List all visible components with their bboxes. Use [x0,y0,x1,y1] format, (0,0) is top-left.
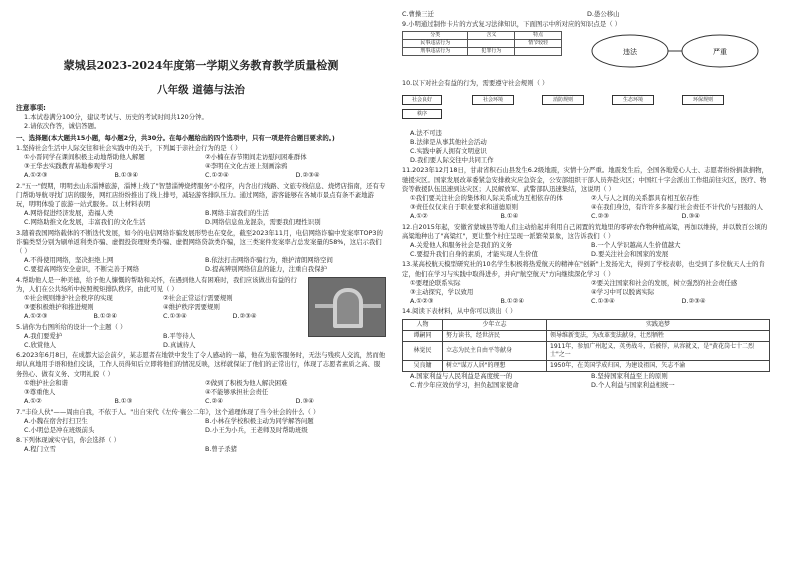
option: C.实践中新人拥有文明意识 [410,147,487,156]
question-stem: 11.2023年12月18日，甘肃省积石山县发生6.2级地震，灾情十分严重。地震发生后，全国各地爱心人士、志愿者纷纷捐款捐物，驰援灾区。国家发展改革委紧急安排救灾应急资金，公安部组织干部人员奔赴灾区；中国红十字会派出工作组前往灾区，医疗、物资等救援队伍迅速到达灾区；人民解放军、武警部队迅速集结，这说明（ ） [402,166,768,193]
option: A.程门立雪 [24,445,56,454]
option: B.①④ [500,212,519,221]
option: D.②③④ [232,312,257,321]
question-stem: 13.某高校航天模型研究社的10名学生积极将热爱航天的精神在"创新"上发扬光大，得到了学校表彰，也受到了多位航天人士的肯定，他们在学习与实践中取得进步，并向"航空航天"方向继续深化学习（ ） [402,260,765,278]
option: D.②③④ [681,297,706,306]
statement: ①我们要关注社会的集体和人际关系成为互相依存的体 [410,194,563,203]
option: C.小明总是冲在班级前头 [24,425,95,434]
option: B.法律是从事其他社会活动 [410,137,487,146]
table-header: 人物 [403,319,443,330]
question-4 [16,276,302,322]
option-list [16,256,386,274]
law-card-table [402,31,562,56]
question-9 [402,20,772,75]
table-header: 实践追梦 [547,319,770,330]
table-header: 少年立志 [443,319,547,330]
table-cell: 刑事违法行为 [403,48,468,56]
option: A.关爱他人和服务社会是我们的义务 [410,241,513,250]
option: C.②④ [205,397,223,406]
statement: ④在我们身边，有许许多多履行社会责任不计代价与回报的人 [591,203,763,212]
question-stem: 3.随着我国网络载体的不断迭代发展，如今的电信网络诈骗发展形势也在变化，截至2023年11月，电信网络诈骗中发案率TOP3的诈骗类型分别为刷单返利类诈骗、虚假投资理财类诈骗、虚假网络贷款类诈骗，这三类案件发案率占总发案量的58%，这启示我们（ ） [16,228,383,256]
table-cell: 犯罪行为 [468,48,515,56]
law-card-diagram [402,31,772,75]
option-list [16,397,386,406]
statement: ④不能够承担社会责任 [205,388,269,397]
option: C.要提高网络安全意识，不断完善于网络 [24,265,140,274]
option-list [402,10,772,19]
question-1 [16,144,386,181]
statement-list [402,194,772,212]
option: D.小王为小兵，王老师及时帮助班级 [205,425,308,434]
question-8 [16,436,386,454]
exam-photo-image [308,277,386,337]
question-12 [402,223,772,260]
exam-subtitle: 八年级 道德与法治 [157,84,245,96]
question-5 [16,323,302,351]
statement: ②人与人之间的关系都具有相互依存性 [591,194,699,203]
option: A.①②③ [24,312,48,321]
option: B.平等待人 [163,331,195,340]
statement: ③王华去实践教育基地参观学习 [24,162,113,171]
question-stem: 2."五一"假期，明明去山东淄博旅游，淄博上线了"智慧淄博烧烤服务"小程序，内含出行线路、文旅专线信息、烧烤店指南，还有专门帮助导航寻找门店的服务，网红店纷纷推出了线上排号，减轻游客排队压力。通过网络，游客能够在各城市景点有条不紊地游玩，明明体验了旅游一站式服务。以上材料表明 [16,181,386,209]
note-item: 1.本试卷满分100分，建议考试与、历史的考试时间共120分钟。 [24,113,208,122]
question-13 [402,260,772,306]
statement: ②小楠在春节期间走访慰问困难群体 [205,153,307,162]
scheme-label: 严重 [713,48,727,57]
option: B.曾子杀猪 [205,445,237,454]
option: A.①②③ [24,171,48,180]
table-cell: 分类 [403,32,468,40]
statement: ②做到了积极为他人解决困难 [205,378,288,387]
statement: ②要关注国家和社会的发展，树立强烈的社会责任感 [591,278,738,287]
option-list [16,312,302,321]
option: D.要关注社会和国家的发展 [591,250,669,259]
notes-heading: 注意事项: [16,104,46,112]
statement: ④学习中可以脱离实际 [591,288,655,297]
statement-list [402,279,772,297]
option: A.网络促进经济发展，造福人类 [24,209,114,218]
option-list [16,171,386,180]
option-list [402,129,772,166]
table-cell: 情节较轻 [515,40,562,48]
exam-title: 蒙城县2023-2024年度第一学期义务教育教学质量检测 [63,59,339,72]
option: C.②③ [591,212,609,221]
option: B.①②④ [93,312,118,321]
table-cell: 特点 [515,32,562,40]
table-cell: 民事违法行为 [403,40,468,48]
option: B.依法打击网络诈骗行为，维护清朗网络空间 [205,256,333,265]
statement: ③要积极维护和推进规则 [24,303,94,312]
table-cell: 谭嗣同 [403,330,443,341]
statement: ④维护秩序需要规则 [163,303,220,312]
section-heading: 一、选择题(本大题共15小题，每小题2分，共30分。在每小题给出的四个选项中，只有一项是符合题目要求的。) [16,133,335,142]
statement-list [16,294,302,312]
question-stem: 7."丰俭人伙"——周由自我，不依于人。"出自宋代《左传·襄公二年》，这个道理体现了当今社会的什么（ ） [16,407,320,416]
table-cell [515,48,562,56]
statement: ①小晋同学在课间积极主动地帮助他人解题 [24,153,145,162]
table-cell: 1911年，参加广州起义，英勇战斗，后被俘，从容就义，是"黄花岗七十二烈士"之一 [547,341,770,360]
option-list [16,417,386,435]
statement: ①维护社会和谐 [24,378,69,387]
option: D.网络信息鱼龙混杂，需要我们理性识别 [205,218,321,227]
table-cell: 1950年，在美国学成归国，为建设祖国，矢志不渝 [547,360,770,371]
table-row [403,341,770,360]
question-14 [402,307,772,390]
rules-flow-diagram [402,91,772,127]
table-cell: 含义 [468,32,515,40]
question-stem: 12.自2015年起，安徽省蒙城县等地人们主动拾起并利用自己闲置的荒地里的零碎农作物种植高粱，再加以维持，并以数百公顷的高粱地种出了"高粱红"，更让整个村庄呈现一派繁荣景象，这告诉我们（ ） [402,222,768,240]
question-11 [402,166,772,221]
option: C.欣赏他人 [24,341,57,350]
statement-list [16,153,386,171]
option: C.①③④ [163,312,187,321]
option: A.①② [24,397,42,406]
table-cell: 树立"谋万人居"的理想 [443,360,547,371]
option: C.网络助推文化发展，丰富我们的文化生活 [24,218,146,227]
option-list [402,372,772,390]
statement: ③责任仅仅来自于职业要求和道德原则 [410,203,518,212]
option: A.国家利益与人民利益是高度统一的 [410,371,513,380]
option-list [402,212,772,221]
table-cell: 领导维新变法，为改革变法献身，壮烈牺牲 [547,330,770,341]
statement: ③主动探究，学以致用 [410,288,474,297]
history-figures-table [402,319,770,372]
option: C.青少年应效仿学习，担负起国家使命 [410,380,519,389]
statement: ①要理论联系实际 [410,278,461,287]
option: B.①②④ [500,297,525,306]
right-column [402,10,772,390]
table-cell [468,40,515,48]
option-list [16,445,386,454]
statement-list [16,379,386,397]
option: D.愚公移山 [587,10,620,18]
option: B.①③④ [114,171,139,180]
option: C.曹操三迁 [402,10,435,18]
option: D.②③④ [295,171,320,180]
question-10 [402,79,772,126]
question-stem: 4.帮助他人是一种美德，给予他人慷慨的帮助和关怀，在遇到他人有困难时，我们应该做出有益的行为，人们在公共场所中按照规矩排队秩序，由此可见（ ） [16,275,297,293]
question-6 [16,351,386,406]
option: B.一个人学识越高人生价值越大 [591,241,681,250]
option: A.小魏在宿舍打扫卫生 [24,416,88,425]
flow-box: 社会良好 [402,95,442,105]
question-4-5-block [16,275,386,351]
question-3 [16,229,386,275]
option: B.小林在学校积极主动为同学解答问题 [205,416,314,425]
option: C.①③④ [591,297,615,306]
option: A.法不可违 [410,128,442,137]
flow-box: 生态环境 [612,95,654,105]
flow-box: 秩序 [402,109,442,119]
table-cell: 努力读书，经世济民 [443,330,547,341]
left-column [16,10,386,455]
option: A.①② [410,212,428,221]
statement: ④李明在文化古迹上刻画涂鸦 [205,162,288,171]
option-list [16,332,302,350]
question-10-options [402,129,772,166]
option: C.①②④ [205,171,229,180]
table-cell: 吴良镛 [403,360,443,371]
option: A.①②③ [410,297,434,306]
question-stem: 5.请你为右图所给的设计一个主题（ ） [16,322,127,331]
option: B.①③ [114,397,133,406]
option: A.不得使用网络，坚决拒绝上网 [24,256,114,265]
option-list [402,241,772,259]
option: D.提高辨别网络信息的能力，注重自我保护 [205,265,327,274]
question-stem: 10.以下对社会有益的行为，需要遵守社会规则（ ） [402,79,549,88]
option: D.个人利益与国家利益相统一 [591,380,675,389]
question-stem: 6.2023年6月8日，在成都大运会前夕，某志愿者在地铁中发生了令人感动的一幕，他在为旅客服务时，无法与残疾人交流，然而他却认真地用手语和他们交谈，工作人员得知后立即将他们的情况反映，这样就保证了他们的正常出行，体现了志愿者素质之高、服务热心、做有义务、文明礼貌（ ） [16,351,386,378]
note-item: 2.请依次作答，诚信答题。 [24,122,101,131]
question-7 [16,408,386,436]
question-2 [16,182,386,228]
table-row [403,330,770,341]
flow-box: 消防规则 [542,95,584,105]
question-stem: 14.阅读下表材料，从中你可以读出（ ） [402,307,517,316]
table-row [403,360,770,371]
statement: ③尊重他人 [24,388,56,397]
scheme-label: 违法 [623,48,637,57]
option-list [16,209,386,227]
table-cell: 立志为民主自由平等献身 [443,341,547,360]
option: B.网络丰富我们的生活 [205,209,269,218]
question-stem: 1.坚持社会生活中人际交往和社会实践中的关于，下列属于亲社会行为的是（ ） [16,143,242,152]
option: D.我们要人际交往中共同工作 [410,156,494,165]
question-stem: 9.小明通过制作卡片的方式复习法律知识，下面图示中所对应的知识点是（ ） [402,20,622,29]
table-cell: 林觉民 [403,341,443,360]
statement: ①社会规则维护社会秩序的实现 [24,294,113,303]
option: D.③④ [681,212,700,221]
option: C.要提升我们自身的素质，才能实现人生价值 [410,250,538,259]
flow-box: 社会环境 [472,95,514,105]
flow-box: 环保规则 [682,95,724,105]
question-stem: 8.下列体现诚实守信，你会选择（ ） [16,436,120,445]
option: D.③④ [295,397,314,406]
option: A.我们要爱护 [24,331,63,340]
option-list [402,297,772,306]
option: D.真诚待人 [163,341,196,350]
option: B.坚持国家利益至上的原则 [591,371,668,380]
law-relation-diagram [570,31,770,73]
statement: ②社会正常运行需要规则 [163,294,233,303]
